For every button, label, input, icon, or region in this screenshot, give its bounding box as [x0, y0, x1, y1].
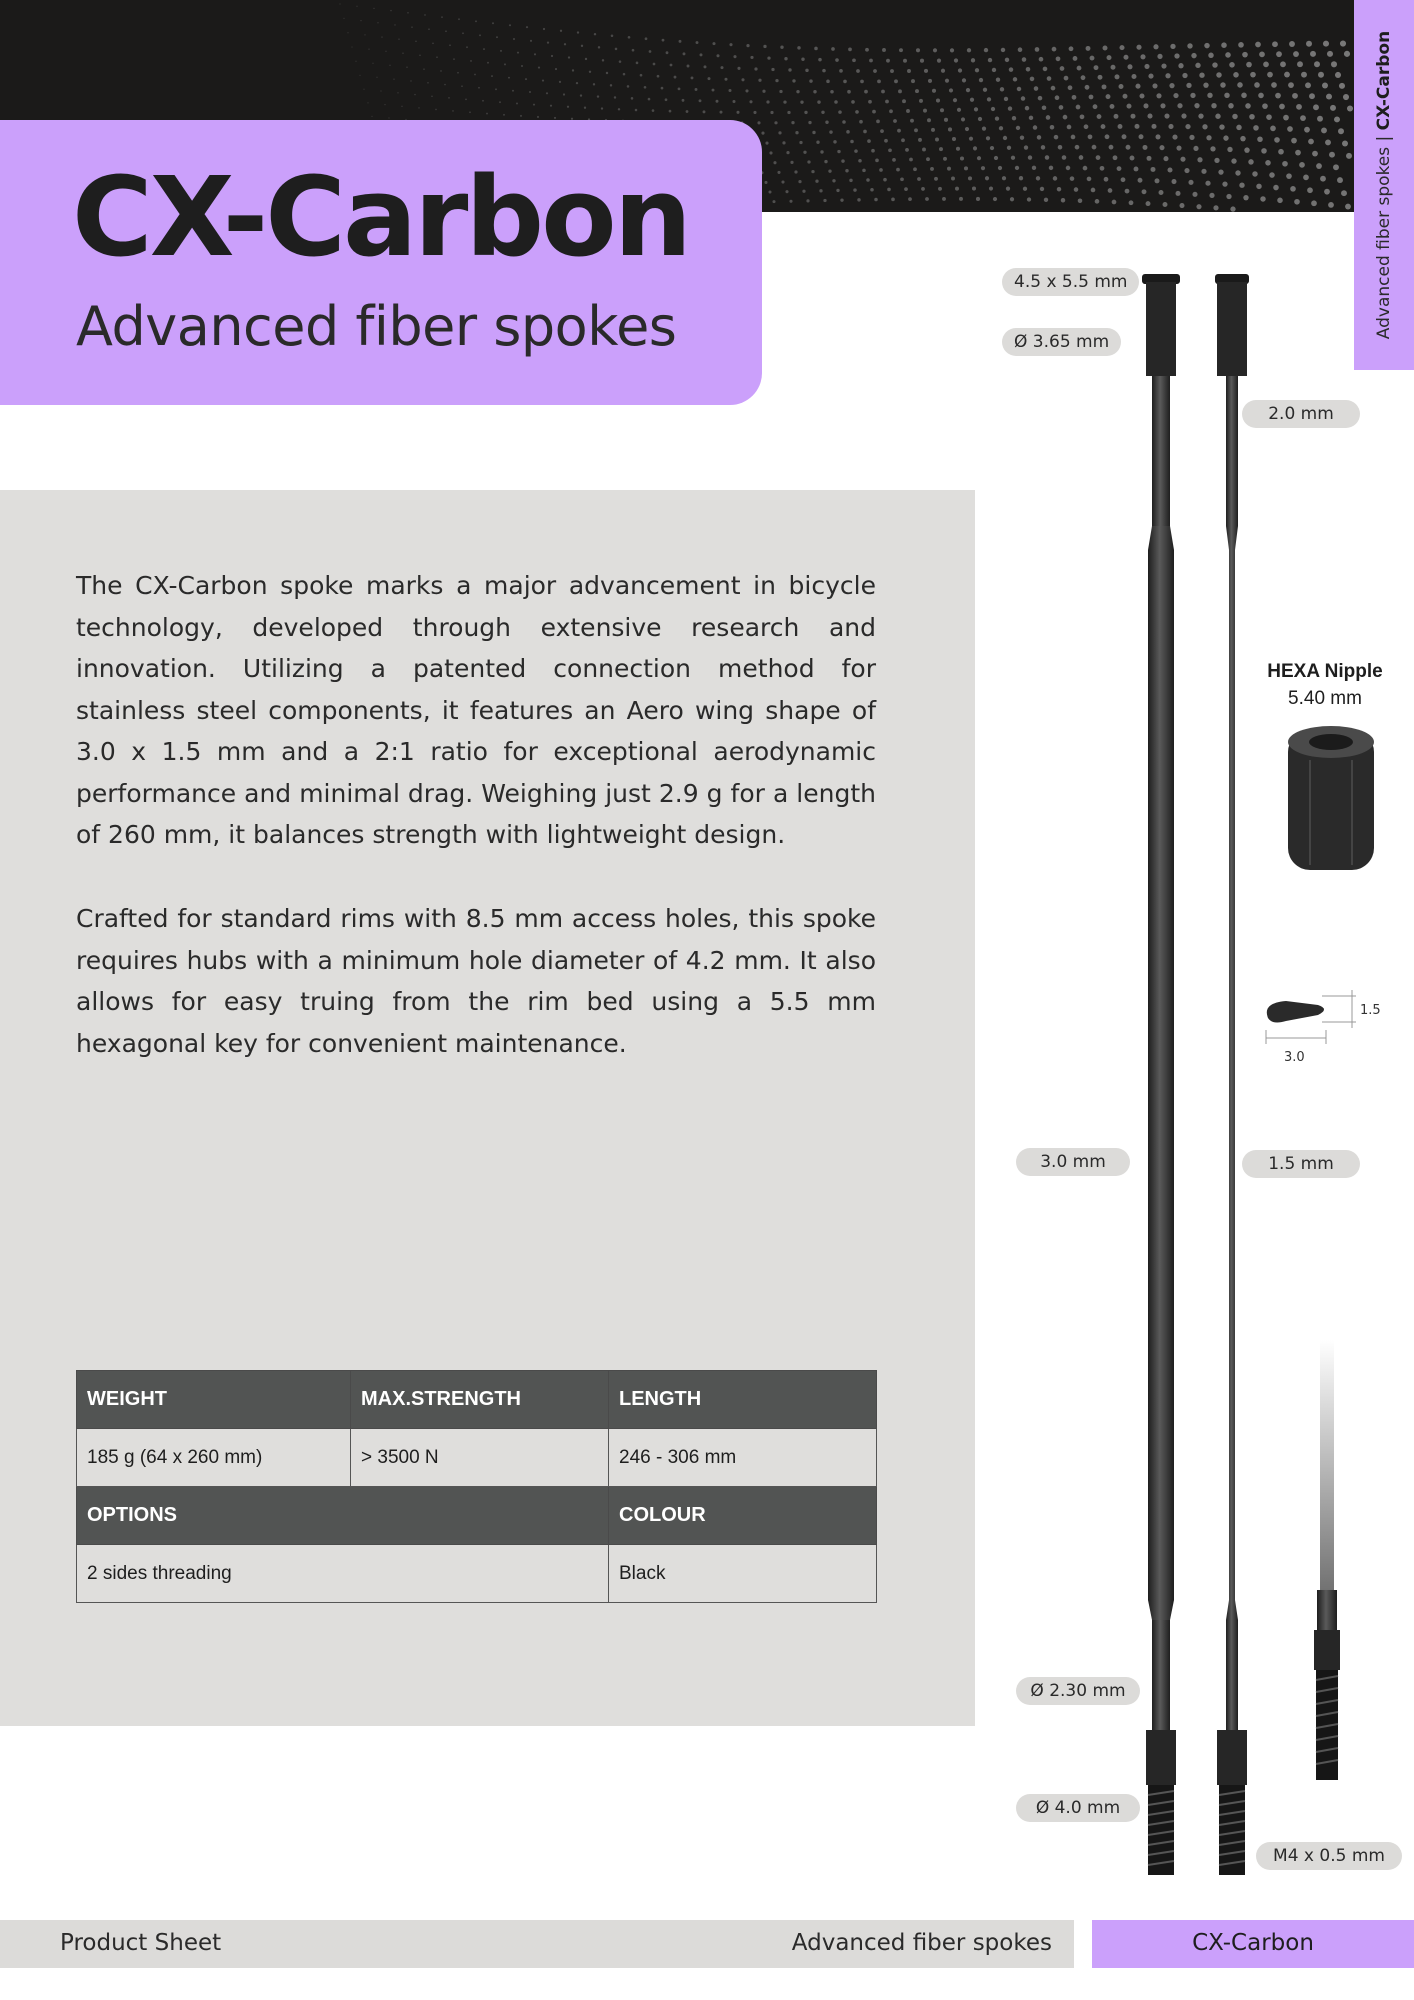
dim-head: 4.5 x 5.5 mm: [1002, 268, 1139, 296]
side-tab-brand: CX-Carbon: [1374, 30, 1395, 131]
spec-header-length: LENGTH: [609, 1371, 877, 1429]
profile-width-label: 3.0: [1284, 1050, 1305, 1065]
spec-value-options: 2 sides threading: [77, 1545, 609, 1603]
spec-header-row: [77, 1371, 877, 1429]
dim-end-diameter: Ø 4.0 mm: [1016, 1794, 1140, 1822]
description-paragraph-2: Crafted for standard rims with 8.5 mm access holes, this spoke requires hubs with a minimum hole diameter of 4.2 mm. It also allows for easy truing from the rim bed using a 5.5 mm hexagonal key for convenient maintenance.: [76, 904, 876, 1058]
spec-value-row: [77, 1545, 877, 1603]
dim-neck: 2.0 mm: [1242, 400, 1360, 428]
hexa-nipple-icon: [1288, 726, 1374, 870]
spec-header-colour: COLOUR: [609, 1487, 877, 1545]
spec-value-weight: 185 g (64 x 260 mm): [77, 1429, 351, 1487]
spec-header-weight: WEIGHT: [77, 1371, 351, 1429]
spec-table: [76, 1370, 877, 1603]
spec-header-options: OPTIONS: [77, 1487, 609, 1545]
dim-aero-thickness: 1.5 mm: [1242, 1150, 1360, 1178]
spoke-illustration: [1000, 260, 1414, 1900]
spoke-front: [1142, 274, 1180, 1875]
spec-header-strength: MAX.STRENGTH: [351, 1371, 609, 1429]
spec-value-colour: Black: [609, 1545, 877, 1603]
nipple-size: 5.40 mm: [1288, 688, 1362, 709]
spec-value-strength: > 3500 N: [351, 1429, 609, 1487]
footer-subtitle: Advanced fiber spokes: [791, 1930, 1052, 1956]
nipple-title: HEXA Nipple: [1267, 661, 1383, 682]
spec-value-length: 246 - 306 mm: [609, 1429, 877, 1487]
dim-aero-width: 3.0 mm: [1016, 1148, 1130, 1176]
footer-doc-type: Product Sheet: [60, 1930, 222, 1956]
side-tab-prefix: Advanced fiber spokes |: [1374, 130, 1395, 340]
aero-profile-icon: [1266, 990, 1381, 1065]
dim-thread: M4 x 0.5 mm: [1256, 1842, 1402, 1870]
spec-value-row: [77, 1429, 877, 1487]
dim-head-diameter: Ø 3.65 mm: [1002, 328, 1121, 356]
product-title: CX-Carbon: [72, 153, 690, 281]
spoke-end-detail: [1314, 1340, 1340, 1780]
spoke-side: [1215, 274, 1249, 1875]
profile-height-label: 1.5: [1360, 1003, 1381, 1018]
spec-header-row: [77, 1487, 877, 1545]
footer-product-name: CX-Carbon: [1192, 1930, 1314, 1956]
description-paragraph-1: The CX-Carbon spoke marks a major advancement in bicycle technology, developed through extensive research and innovation. Utilizing a patented connection method for stainless steel components, it features an Aero wing shape of 3.0 x 1.5 mm and a 2:1 ratio for exceptional aerodynamic performance and minimal drag. Weighing just 2.9 g for a length of 260 mm, it balances strength with lightweight design.: [76, 571, 876, 849]
product-subtitle: Advanced fiber spokes: [76, 295, 677, 358]
dim-shaft-diameter: Ø 2.30 mm: [1016, 1677, 1140, 1705]
